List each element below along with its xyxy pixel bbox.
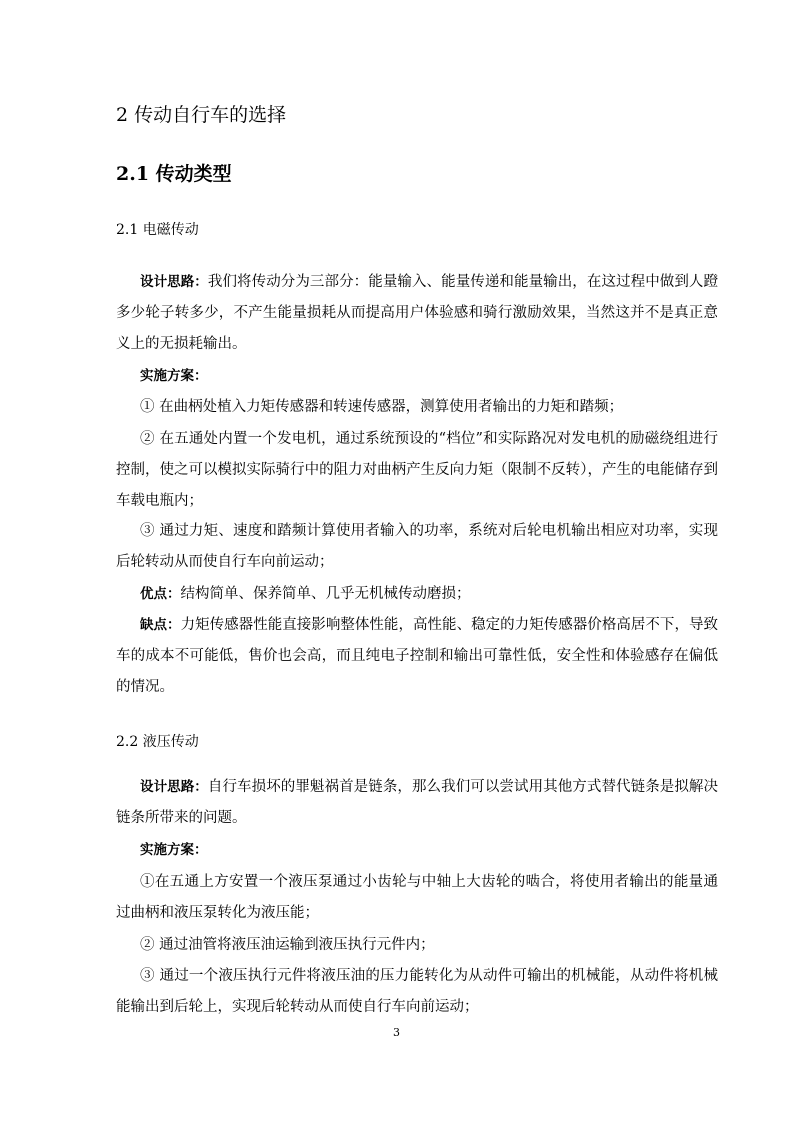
subsection-heading-hydraulic: 2.2 液压传动	[116, 734, 199, 750]
plan-label-2: 实施方案：	[140, 842, 208, 858]
plan-label-paragraph	[116, 361, 718, 392]
step-2-2: ② 通过油管将液压油运输到液压执行元件内；	[140, 937, 435, 953]
design-idea-text-2: 自行车损坏的罪魁祸首是链条，那么我们可以尝试用其他方式替代链条是拟解决链条所带来的问题。	[116, 779, 719, 826]
step-2-3: ③ 通过一个液压执行元件将液压油的压力能转化为从动件可输出的机械能，从动件将机械能输出到后轮上，实现后轮转动从而使自行车向前运动；	[116, 968, 718, 1015]
design-idea-paragraph	[116, 267, 718, 360]
design-idea-paragraph-2	[116, 772, 718, 834]
subsection-heading-electromagnetic: 2.1 电磁传动	[116, 222, 199, 238]
design-idea-text: 我们将传动分为三部分：能量输入、能量传递和能量输出，在这过程中做到人蹬多少轮子转多少，不产生能量损耗从而提高用户体验感和骑行激励效果，当然这并不是真正意义上的无损耗输出。	[116, 274, 719, 352]
cons-text: 力矩传感器性能直接影响整体性能，高性能、稳定的力矩传感器价格高居不下，导致车的成本不可能低，售价也会高，而且纯电子控制和输出可靠性低，安全性和体验感存在偏低的情况。	[116, 617, 718, 695]
cons-label: 缺点：	[140, 617, 181, 633]
design-idea-label-2: 设计思路：	[140, 779, 208, 795]
step-3: ③ 通过力矩、速度和踏频计算使用者输入的功率，系统对后轮电机输出相应对功率，实现后轮转动从而使自行车向前运动；	[116, 523, 718, 570]
step-2-1: ①在五通上方安置一个液压泵通过小齿轮与中轴上大齿轮的啮合，将使用者输出的能量通过曲柄和液压泵转化为液压能；	[116, 874, 718, 921]
step-2: ② 在五通处内置一个发电机，通过系统预设的“档位”和实际路况对发电机的励磁绕组进行控制，使之可以模拟实际骑行中的阻力对曲柄产生反向力矩（限制不反转），产生的电能储存到车载电瓶内；	[116, 431, 718, 509]
section-heading: 2.1 传动类型	[116, 163, 232, 185]
design-idea-label: 设计思路：	[140, 274, 208, 290]
plan-label: 实施方案：	[140, 368, 208, 384]
pros-paragraph	[116, 579, 718, 610]
cons-paragraph	[116, 610, 718, 703]
page-number: 3	[393, 1026, 400, 1039]
plan-label-paragraph-2	[116, 835, 718, 866]
pros-text: 结构简单、保养简单、几乎无机械传动磨损；	[180, 586, 471, 602]
step-1: ① 在曲柄处植入力矩传感器和转速传感器，测算使用者输出的力矩和踏频；	[140, 399, 624, 415]
chapter-heading: 2 传动自行车的选择	[116, 104, 287, 126]
pros-label: 优点：	[140, 586, 181, 602]
